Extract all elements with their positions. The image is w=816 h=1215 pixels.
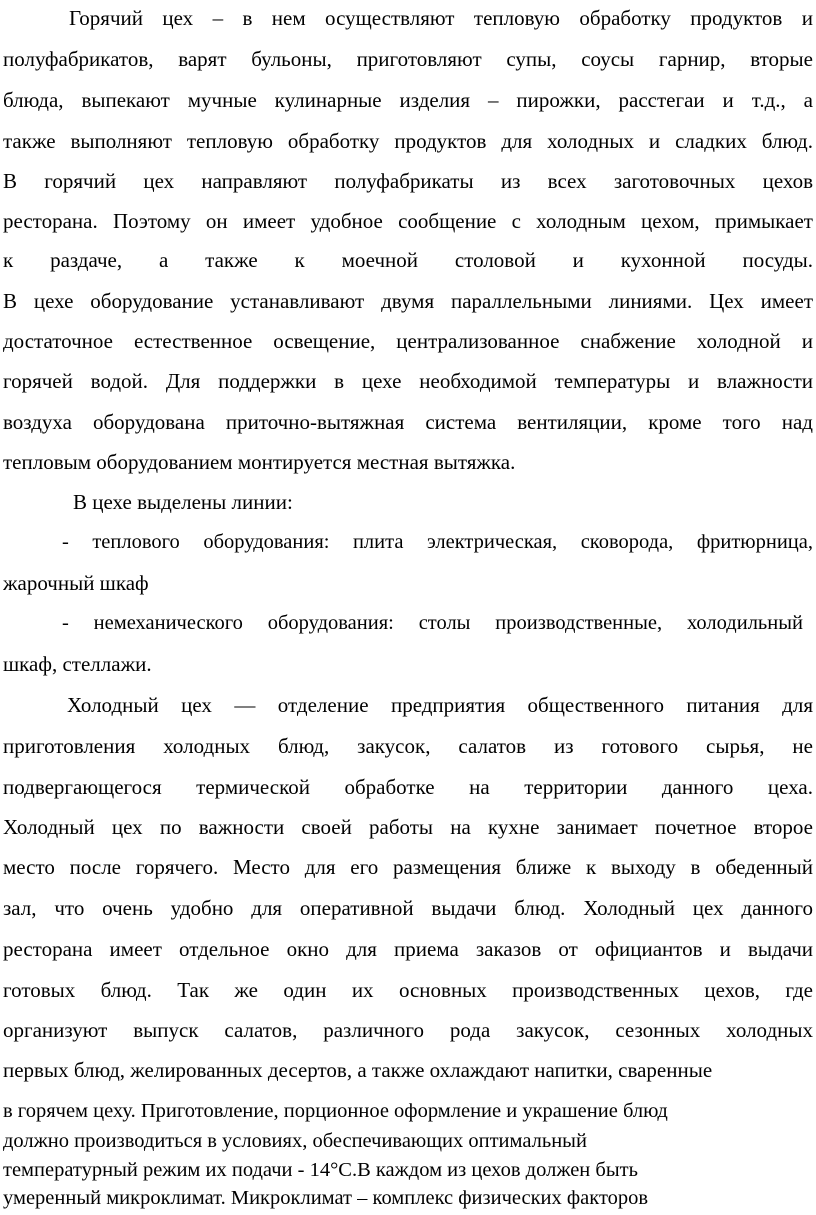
text-line: подвергающегося термической обработке на территории данного цеха. bbox=[3, 775, 813, 799]
text-line: воздуха оборудована приточно-вытяжная система вентиляции, кроме того над bbox=[3, 410, 813, 434]
text-line: умеренный микроклимат. Микроклимат – комплекс физических факторов bbox=[3, 1187, 649, 1209]
lines-heading: В цехе выделены линии: bbox=[73, 490, 293, 514]
list-item-thermal: - теплового оборудования: плита электрическая, сковорода, фритюрница, bbox=[62, 531, 813, 553]
text-line: должно производиться в условиях, обеспечивающих оптимальный bbox=[3, 1130, 587, 1152]
text-line: температурный режим их подачи - 14°С.В каждом из цехов должен быть bbox=[3, 1159, 638, 1181]
text-line: в горячем цеху. Приготовление, порционное оформление и украшение блюд bbox=[3, 1100, 668, 1122]
text-line: горячей водой. Для поддержки в цехе необходимой температуры и влажности bbox=[3, 369, 813, 393]
text-line: место после горячего. Место для его размещения ближе к выходу в обеденный bbox=[3, 855, 813, 879]
text-line: Горячий цех – в нем осуществляют тепловую обработку продуктов и bbox=[69, 6, 813, 30]
text-line: полуфабрикатов, варят бульоны, приготовляют супы, соусы гарнир, вторые bbox=[3, 47, 813, 71]
text-line: Холодный цех — отделение предприятия общественного питания для bbox=[67, 693, 813, 717]
text-line: Холодный цех по важности своей работы на кухне занимает почетное второе bbox=[3, 815, 813, 839]
text-line: зал, что очень удобно для оперативной выдачи блюд. Холодный цех данного bbox=[3, 896, 813, 920]
text-line: готовых блюд. Так же один их основных производственных цехов, где bbox=[3, 978, 813, 1002]
text-line: приготовления холодных блюд, закусок, салатов из готового сырья, не bbox=[3, 734, 813, 758]
text-line: ресторана. Поэтому он имеет удобное сообщение с холодным цехом, примыкает bbox=[3, 209, 813, 233]
text-line: также выполняют тепловую обработку продуктов для холодных и сладких блюд. bbox=[3, 129, 813, 153]
text-line: блюда, выпекают мучные кулинарные изделия – пирожки, расстегаи и т.д., а bbox=[3, 88, 813, 112]
list-item-thermal-cont: жарочный шкаф bbox=[3, 571, 149, 595]
text-line: ресторана имеет отдельное окно для приема заказов от официантов и выдачи bbox=[3, 937, 813, 961]
text-line: В цехе оборудование устанавливают двумя параллельными линиями. Цех имеет bbox=[3, 289, 813, 313]
text-line: к раздаче, а также к моечной столовой и кухонной посуды. bbox=[3, 248, 813, 272]
list-item-nonmechanical: - немеханического оборудования: столы производственные, холодильный bbox=[62, 612, 803, 634]
list-item-nonmechanical-cont: шкаф, стеллажи. bbox=[3, 652, 152, 676]
text-line: первых блюд, желированных десертов, а также охлаждают напитки, сваренные bbox=[3, 1058, 713, 1082]
text-line: тепловым оборудованием монтируется местная вытяжка. bbox=[3, 450, 516, 474]
text-line: достаточное естественное освещение, централизованное снабжение холодной и bbox=[3, 329, 813, 353]
text-line: В горячий цех направляют полуфабрикаты из всех заготовочных цехов bbox=[3, 169, 813, 193]
text-line: организуют выпуск салатов, различного рода закусок, сезонных холодных bbox=[3, 1018, 813, 1042]
